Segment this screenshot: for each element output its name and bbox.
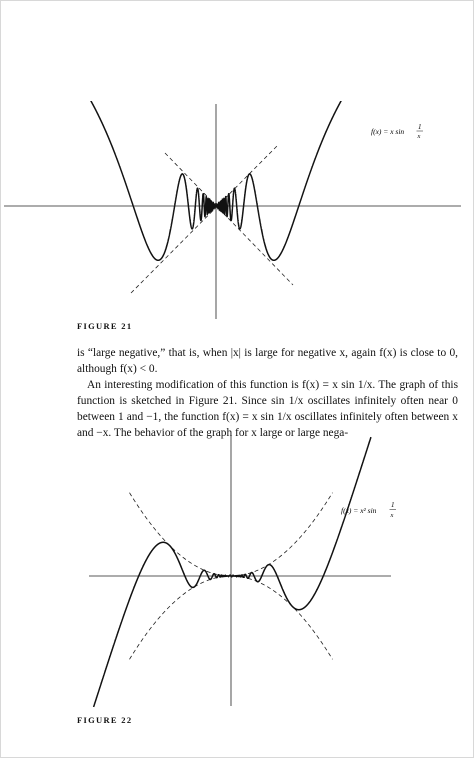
envelope-line-negative (165, 153, 293, 285)
function-label-22-denominator: x (390, 512, 394, 519)
function-label-22-numerator: 1 (391, 501, 395, 509)
body-text (77, 345, 458, 441)
figure-22-caption: FIGURE 22 (77, 715, 133, 725)
figure-22-graph (1, 431, 474, 711)
function-label-21-numerator: 1 (418, 123, 422, 131)
figure-21-caption: FIGURE 21 (77, 321, 133, 331)
function-curve-x-squared-sin-1-over-x (94, 437, 371, 707)
envelope-line-positive (131, 145, 278, 293)
paragraph-1: is “large negative,” that is, when |x| is large for negative x, again f(x) is close to 0, although f(x) < 0. (77, 347, 458, 375)
function-label-21-denominator: x (417, 133, 421, 140)
function-label-21: f(x) = x sin (371, 127, 405, 136)
function-label-22: f(x) = x² sin (341, 506, 377, 515)
figure-21-graph (1, 101, 474, 321)
paragraph-2: An interesting modification of this function is f(x) = x sin 1/x. The graph of this function is sketched in Figure 21. Since sin 1/x oscillates infinitely often near 0 between 1 and −1, the function f(x) = x sin 1/x oscillates infinitely often between x and −x. The behavior of the graph for x large or large nega- (77, 379, 458, 439)
